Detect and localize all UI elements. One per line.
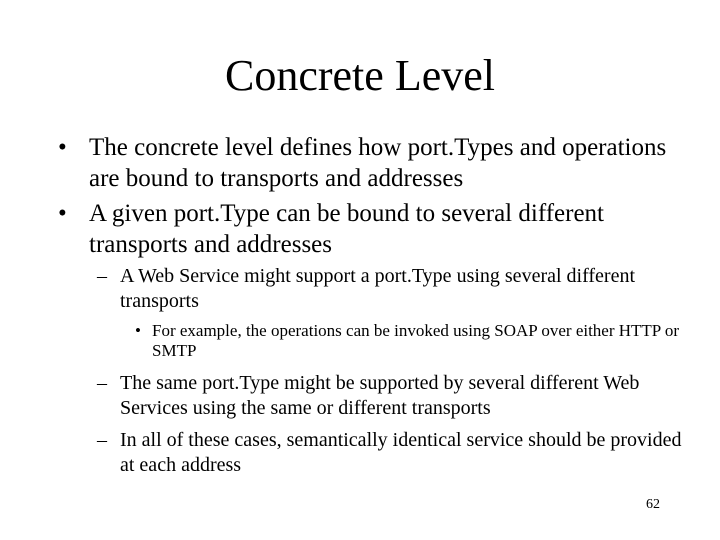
page-number: 62 — [646, 497, 660, 512]
dash-marker: – — [97, 265, 107, 287]
bullet-marker: • — [58, 200, 67, 227]
sub-bullet-item — [97, 428, 697, 478]
bullet-item — [58, 198, 698, 260]
dash-marker: – — [97, 372, 107, 394]
sub-bullet-item — [97, 264, 697, 314]
bullet-text: The concrete level defines how port.Types and operations are bound to transports and addresses — [89, 134, 667, 192]
dash-marker: – — [97, 429, 107, 451]
sub-bullet-text: In all of these cases, semantically identical service should be provided at each address — [120, 429, 682, 476]
bullet-text: A given port.Type can be bound to several different transports and addresses — [89, 200, 604, 258]
sub-bullet-text: A Web Service might support a port.Type using several different transports — [120, 265, 636, 312]
bullet-marker: • — [58, 134, 67, 161]
sub-bullet-item — [97, 371, 697, 421]
bullet-marker: • — [135, 321, 141, 340]
sub-bullet-text: The same port.Type might be supported by several different Web Services using the same or different transports — [120, 372, 640, 419]
slide-title: Concrete Level — [225, 51, 495, 100]
sub-sub-bullet-text: For example, the operations can be invoked using SOAP over either HTTP or SMTP — [152, 321, 680, 360]
bullet-item — [58, 132, 698, 194]
sub-sub-bullet-item — [135, 321, 695, 361]
